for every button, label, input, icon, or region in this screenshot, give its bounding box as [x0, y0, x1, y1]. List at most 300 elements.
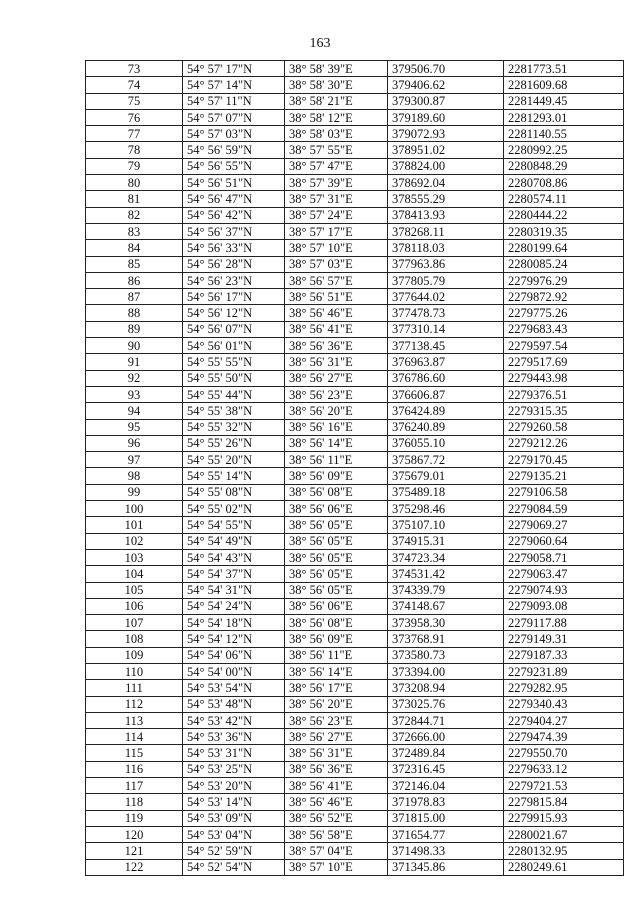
x-coordinate-cell: 372146.04 [388, 778, 504, 794]
latitude-cell: 54° 57' 17"N [183, 61, 285, 77]
y-coordinate-cell: 2279060.64 [504, 533, 624, 549]
y-coordinate-cell: 2280574.11 [504, 191, 624, 207]
y-coordinate-cell: 2280319.35 [504, 223, 624, 239]
x-coordinate-cell: 376786.60 [388, 370, 504, 386]
x-coordinate-cell: 377644.02 [388, 289, 504, 305]
y-coordinate-cell: 2279597.54 [504, 338, 624, 354]
longitude-cell: 38° 57' 31"E [285, 191, 388, 207]
table-row [86, 77, 624, 93]
latitude-cell: 54° 55' 20"N [183, 452, 285, 468]
latitude-cell: 54° 54' 24"N [183, 598, 285, 614]
x-coordinate-cell: 378951.02 [388, 142, 504, 158]
y-coordinate-cell: 2279633.12 [504, 761, 624, 777]
table-row [86, 631, 624, 647]
x-coordinate-cell: 378555.29 [388, 191, 504, 207]
x-coordinate-cell: 373580.73 [388, 647, 504, 663]
table-row [86, 468, 624, 484]
longitude-cell: 38° 56' 57"E [285, 272, 388, 288]
latitude-cell: 54° 54' 31"N [183, 582, 285, 598]
y-coordinate-cell: 2280021.67 [504, 826, 624, 842]
point-number-cell: 75 [86, 93, 183, 109]
latitude-cell: 54° 56' 12"N [183, 305, 285, 321]
table-row [86, 712, 624, 728]
longitude-cell: 38° 56' 31"E [285, 745, 388, 761]
x-coordinate-cell: 379072.93 [388, 126, 504, 142]
x-coordinate-cell: 372666.00 [388, 729, 504, 745]
x-coordinate-cell: 371498.33 [388, 843, 504, 859]
y-coordinate-cell: 2279376.51 [504, 386, 624, 402]
table-row [86, 501, 624, 517]
y-coordinate-cell: 2279106.58 [504, 484, 624, 500]
point-number-cell: 122 [86, 859, 183, 875]
latitude-cell: 54° 53' 25"N [183, 761, 285, 777]
point-number-cell: 109 [86, 647, 183, 663]
point-number-cell: 97 [86, 452, 183, 468]
y-coordinate-cell: 2280708.86 [504, 175, 624, 191]
y-coordinate-cell: 2280132.95 [504, 843, 624, 859]
longitude-cell: 38° 56' 27"E [285, 370, 388, 386]
table-row [86, 223, 624, 239]
longitude-cell: 38° 56' 52"E [285, 810, 388, 826]
point-number-cell: 98 [86, 468, 183, 484]
table-row [86, 240, 624, 256]
x-coordinate-cell: 374339.79 [388, 582, 504, 598]
x-coordinate-cell: 379189.60 [388, 109, 504, 125]
latitude-cell: 54° 55' 08"N [183, 484, 285, 500]
y-coordinate-cell: 2280085.24 [504, 256, 624, 272]
latitude-cell: 54° 56' 17"N [183, 289, 285, 305]
table-row [86, 566, 624, 582]
point-number-cell: 104 [86, 566, 183, 582]
table-row [86, 843, 624, 859]
latitude-cell: 54° 52' 59"N [183, 843, 285, 859]
y-coordinate-cell: 2279282.95 [504, 680, 624, 696]
x-coordinate-cell: 373208.94 [388, 680, 504, 696]
table-row [86, 745, 624, 761]
latitude-cell: 54° 56' 28"N [183, 256, 285, 272]
table-row [86, 403, 624, 419]
y-coordinate-cell: 2280992.25 [504, 142, 624, 158]
page-number: 163 [309, 36, 331, 51]
latitude-cell: 54° 54' 12"N [183, 631, 285, 647]
point-number-cell: 99 [86, 484, 183, 500]
x-coordinate-cell: 377138.45 [388, 338, 504, 354]
longitude-cell: 38° 57' 39"E [285, 175, 388, 191]
point-number-cell: 92 [86, 370, 183, 386]
point-number-cell: 91 [86, 354, 183, 370]
longitude-cell: 38° 56' 05"E [285, 517, 388, 533]
y-coordinate-cell: 2279260.58 [504, 419, 624, 435]
point-number-cell: 112 [86, 696, 183, 712]
longitude-cell: 38° 56' 14"E [285, 663, 388, 679]
point-number-cell: 86 [86, 272, 183, 288]
latitude-cell: 54° 54' 06"N [183, 647, 285, 663]
y-coordinate-cell: 2280199.64 [504, 240, 624, 256]
table-row [86, 305, 624, 321]
latitude-cell: 54° 53' 14"N [183, 794, 285, 810]
y-coordinate-cell: 2279340.43 [504, 696, 624, 712]
longitude-cell: 38° 56' 06"E [285, 501, 388, 517]
table-row [86, 109, 624, 125]
latitude-cell: 54° 55' 44"N [183, 386, 285, 402]
table-row [86, 419, 624, 435]
y-coordinate-cell: 2279976.29 [504, 272, 624, 288]
table-row [86, 582, 624, 598]
y-coordinate-cell: 2279135.21 [504, 468, 624, 484]
x-coordinate-cell: 377805.79 [388, 272, 504, 288]
latitude-cell: 54° 56' 42"N [183, 207, 285, 223]
latitude-cell: 54° 55' 02"N [183, 501, 285, 517]
longitude-cell: 38° 56' 06"E [285, 598, 388, 614]
table-row [86, 696, 624, 712]
y-coordinate-cell: 2281773.51 [504, 61, 624, 77]
longitude-cell: 38° 58' 30"E [285, 77, 388, 93]
latitude-cell: 54° 57' 14"N [183, 77, 285, 93]
point-number-cell: 89 [86, 321, 183, 337]
longitude-cell: 38° 56' 20"E [285, 403, 388, 419]
latitude-cell: 54° 56' 01"N [183, 338, 285, 354]
coordinates-table [85, 60, 624, 876]
point-number-cell: 83 [86, 223, 183, 239]
longitude-cell: 38° 56' 14"E [285, 435, 388, 451]
point-number-cell: 77 [86, 126, 183, 142]
latitude-cell: 54° 54' 18"N [183, 615, 285, 631]
table-row [86, 321, 624, 337]
point-number-cell: 121 [86, 843, 183, 859]
longitude-cell: 38° 56' 16"E [285, 419, 388, 435]
point-number-cell: 93 [86, 386, 183, 402]
point-number-cell: 100 [86, 501, 183, 517]
y-coordinate-cell: 2279149.31 [504, 631, 624, 647]
longitude-cell: 38° 58' 21"E [285, 93, 388, 109]
x-coordinate-cell: 378692.04 [388, 175, 504, 191]
latitude-cell: 54° 53' 48"N [183, 696, 285, 712]
latitude-cell: 54° 54' 43"N [183, 549, 285, 565]
longitude-cell: 38° 56' 27"E [285, 729, 388, 745]
x-coordinate-cell: 375489.18 [388, 484, 504, 500]
longitude-cell: 38° 57' 04"E [285, 843, 388, 859]
x-coordinate-cell: 374531.42 [388, 566, 504, 582]
longitude-cell: 38° 56' 08"E [285, 615, 388, 631]
coordinates-table-body [86, 61, 624, 876]
x-coordinate-cell: 376963.87 [388, 354, 504, 370]
table-row [86, 810, 624, 826]
point-number-cell: 106 [86, 598, 183, 614]
x-coordinate-cell: 373768.91 [388, 631, 504, 647]
x-coordinate-cell: 378413.93 [388, 207, 504, 223]
point-number-cell: 80 [86, 175, 183, 191]
y-coordinate-cell: 2279212.26 [504, 435, 624, 451]
x-coordinate-cell: 373394.00 [388, 663, 504, 679]
table-row [86, 778, 624, 794]
longitude-cell: 38° 57' 10"E [285, 859, 388, 875]
longitude-cell: 38° 56' 46"E [285, 794, 388, 810]
point-number-cell: 110 [86, 663, 183, 679]
x-coordinate-cell: 375867.72 [388, 452, 504, 468]
longitude-cell: 38° 56' 31"E [285, 354, 388, 370]
x-coordinate-cell: 372489.84 [388, 745, 504, 761]
latitude-cell: 54° 53' 54"N [183, 680, 285, 696]
x-coordinate-cell: 376240.89 [388, 419, 504, 435]
longitude-cell: 38° 57' 24"E [285, 207, 388, 223]
x-coordinate-cell: 379506.70 [388, 61, 504, 77]
longitude-cell: 38° 56' 51"E [285, 289, 388, 305]
y-coordinate-cell: 2279443.98 [504, 370, 624, 386]
y-coordinate-cell: 2281609.68 [504, 77, 624, 93]
table-row [86, 761, 624, 777]
table-row [86, 61, 624, 77]
point-number-cell: 87 [86, 289, 183, 305]
table-row [86, 191, 624, 207]
y-coordinate-cell: 2281449.45 [504, 93, 624, 109]
longitude-cell: 38° 56' 09"E [285, 468, 388, 484]
point-number-cell: 113 [86, 712, 183, 728]
latitude-cell: 54° 55' 32"N [183, 419, 285, 435]
latitude-cell: 54° 54' 37"N [183, 566, 285, 582]
latitude-cell: 54° 56' 23"N [183, 272, 285, 288]
x-coordinate-cell: 375107.10 [388, 517, 504, 533]
x-coordinate-cell: 376606.87 [388, 386, 504, 402]
longitude-cell: 38° 56' 05"E [285, 549, 388, 565]
y-coordinate-cell: 2281140.55 [504, 126, 624, 142]
table-row [86, 647, 624, 663]
table-row [86, 93, 624, 109]
longitude-cell: 38° 56' 58"E [285, 826, 388, 842]
latitude-cell: 54° 54' 49"N [183, 533, 285, 549]
x-coordinate-cell: 373025.76 [388, 696, 504, 712]
y-coordinate-cell: 2279093.08 [504, 598, 624, 614]
y-coordinate-cell: 2279117.88 [504, 615, 624, 631]
table-row [86, 484, 624, 500]
x-coordinate-cell: 378268.11 [388, 223, 504, 239]
x-coordinate-cell: 372844.71 [388, 712, 504, 728]
y-coordinate-cell: 2279084.59 [504, 501, 624, 517]
point-number-cell: 108 [86, 631, 183, 647]
table-row [86, 354, 624, 370]
point-number-cell: 96 [86, 435, 183, 451]
point-number-cell: 88 [86, 305, 183, 321]
point-number-cell: 78 [86, 142, 183, 158]
longitude-cell: 38° 57' 03"E [285, 256, 388, 272]
latitude-cell: 54° 53' 09"N [183, 810, 285, 826]
latitude-cell: 54° 56' 59"N [183, 142, 285, 158]
x-coordinate-cell: 377963.86 [388, 256, 504, 272]
table-row [86, 729, 624, 745]
latitude-cell: 54° 56' 07"N [183, 321, 285, 337]
point-number-cell: 119 [86, 810, 183, 826]
latitude-cell: 54° 57' 11"N [183, 93, 285, 109]
longitude-cell: 38° 57' 47"E [285, 158, 388, 174]
point-number-cell: 107 [86, 615, 183, 631]
point-number-cell: 101 [86, 517, 183, 533]
point-number-cell: 111 [86, 680, 183, 696]
latitude-cell: 54° 56' 55"N [183, 158, 285, 174]
x-coordinate-cell: 378824.00 [388, 158, 504, 174]
y-coordinate-cell: 2279872.92 [504, 289, 624, 305]
point-number-cell: 105 [86, 582, 183, 598]
table-row [86, 289, 624, 305]
latitude-cell: 54° 54' 00"N [183, 663, 285, 679]
table-row [86, 256, 624, 272]
latitude-cell: 54° 56' 47"N [183, 191, 285, 207]
table-row [86, 386, 624, 402]
x-coordinate-cell: 379300.87 [388, 93, 504, 109]
y-coordinate-cell: 2279474.39 [504, 729, 624, 745]
longitude-cell: 38° 56' 20"E [285, 696, 388, 712]
table-row [86, 794, 624, 810]
table-row [86, 517, 624, 533]
x-coordinate-cell: 376424.89 [388, 403, 504, 419]
point-number-cell: 94 [86, 403, 183, 419]
table-row [86, 142, 624, 158]
latitude-cell: 54° 56' 33"N [183, 240, 285, 256]
table-row [86, 598, 624, 614]
table-row [86, 338, 624, 354]
table-row [86, 370, 624, 386]
y-coordinate-cell: 2279315.35 [504, 403, 624, 419]
longitude-cell: 38° 57' 17"E [285, 223, 388, 239]
latitude-cell: 54° 53' 31"N [183, 745, 285, 761]
x-coordinate-cell: 374148.67 [388, 598, 504, 614]
table-row [86, 663, 624, 679]
table-row [86, 826, 624, 842]
longitude-cell: 38° 56' 36"E [285, 338, 388, 354]
table-row [86, 175, 624, 191]
longitude-cell: 38° 56' 08"E [285, 484, 388, 500]
longitude-cell: 38° 56' 23"E [285, 386, 388, 402]
longitude-cell: 38° 56' 05"E [285, 582, 388, 598]
x-coordinate-cell: 371345.86 [388, 859, 504, 875]
point-number-cell: 81 [86, 191, 183, 207]
latitude-cell: 54° 55' 14"N [183, 468, 285, 484]
y-coordinate-cell: 2280249.61 [504, 859, 624, 875]
x-coordinate-cell: 377478.73 [388, 305, 504, 321]
point-number-cell: 103 [86, 549, 183, 565]
x-coordinate-cell: 377310.14 [388, 321, 504, 337]
y-coordinate-cell: 2279517.69 [504, 354, 624, 370]
table-row [86, 272, 624, 288]
y-coordinate-cell: 2279231.89 [504, 663, 624, 679]
x-coordinate-cell: 378118.03 [388, 240, 504, 256]
y-coordinate-cell: 2279058.71 [504, 549, 624, 565]
longitude-cell: 38° 57' 55"E [285, 142, 388, 158]
y-coordinate-cell: 2279915.93 [504, 810, 624, 826]
y-coordinate-cell: 2279550.70 [504, 745, 624, 761]
point-number-cell: 90 [86, 338, 183, 354]
table-row [86, 533, 624, 549]
y-coordinate-cell: 2280444.22 [504, 207, 624, 223]
point-number-cell: 114 [86, 729, 183, 745]
longitude-cell: 38° 56' 46"E [285, 305, 388, 321]
y-coordinate-cell: 2279069.27 [504, 517, 624, 533]
point-number-cell: 73 [86, 61, 183, 77]
longitude-cell: 38° 58' 12"E [285, 109, 388, 125]
y-coordinate-cell: 2280848.29 [504, 158, 624, 174]
table-row [86, 207, 624, 223]
point-number-cell: 102 [86, 533, 183, 549]
longitude-cell: 38° 56' 36"E [285, 761, 388, 777]
longitude-cell: 38° 58' 03"E [285, 126, 388, 142]
x-coordinate-cell: 373958.30 [388, 615, 504, 631]
latitude-cell: 54° 57' 03"N [183, 126, 285, 142]
latitude-cell: 54° 57' 07"N [183, 109, 285, 125]
x-coordinate-cell: 375298.46 [388, 501, 504, 517]
latitude-cell: 54° 56' 37"N [183, 223, 285, 239]
y-coordinate-cell: 2279683.43 [504, 321, 624, 337]
latitude-cell: 54° 53' 20"N [183, 778, 285, 794]
longitude-cell: 38° 58' 39"E [285, 61, 388, 77]
x-coordinate-cell: 375679.01 [388, 468, 504, 484]
y-coordinate-cell: 2279404.27 [504, 712, 624, 728]
latitude-cell: 54° 56' 51"N [183, 175, 285, 191]
point-number-cell: 95 [86, 419, 183, 435]
longitude-cell: 38° 56' 09"E [285, 631, 388, 647]
point-number-cell: 74 [86, 77, 183, 93]
point-number-cell: 118 [86, 794, 183, 810]
point-number-cell: 79 [86, 158, 183, 174]
x-coordinate-cell: 374723.34 [388, 549, 504, 565]
latitude-cell: 54° 53' 36"N [183, 729, 285, 745]
x-coordinate-cell: 371815.00 [388, 810, 504, 826]
latitude-cell: 54° 53' 04"N [183, 826, 285, 842]
y-coordinate-cell: 2279721.53 [504, 778, 624, 794]
longitude-cell: 38° 56' 41"E [285, 321, 388, 337]
table-row [86, 549, 624, 565]
latitude-cell: 54° 53' 42"N [183, 712, 285, 728]
table-row [86, 680, 624, 696]
point-number-cell: 82 [86, 207, 183, 223]
x-coordinate-cell: 372316.45 [388, 761, 504, 777]
longitude-cell: 38° 56' 05"E [285, 533, 388, 549]
latitude-cell: 54° 52' 54"N [183, 859, 285, 875]
y-coordinate-cell: 2279815.84 [504, 794, 624, 810]
y-coordinate-cell: 2279074.93 [504, 582, 624, 598]
point-number-cell: 117 [86, 778, 183, 794]
table-row [86, 615, 624, 631]
latitude-cell: 54° 54' 55"N [183, 517, 285, 533]
table-row [86, 158, 624, 174]
longitude-cell: 38° 57' 10"E [285, 240, 388, 256]
x-coordinate-cell: 374915.31 [388, 533, 504, 549]
longitude-cell: 38° 56' 23"E [285, 712, 388, 728]
y-coordinate-cell: 2279063.47 [504, 566, 624, 582]
longitude-cell: 38° 56' 11"E [285, 647, 388, 663]
longitude-cell: 38° 56' 05"E [285, 566, 388, 582]
x-coordinate-cell: 371654.77 [388, 826, 504, 842]
x-coordinate-cell: 376055.10 [388, 435, 504, 451]
latitude-cell: 54° 55' 50"N [183, 370, 285, 386]
table-row [86, 126, 624, 142]
y-coordinate-cell: 2279170.45 [504, 452, 624, 468]
longitude-cell: 38° 56' 41"E [285, 778, 388, 794]
point-number-cell: 120 [86, 826, 183, 842]
longitude-cell: 38° 56' 11"E [285, 452, 388, 468]
table-row [86, 435, 624, 451]
point-number-cell: 116 [86, 761, 183, 777]
y-coordinate-cell: 2279775.26 [504, 305, 624, 321]
point-number-cell: 85 [86, 256, 183, 272]
latitude-cell: 54° 55' 26"N [183, 435, 285, 451]
y-coordinate-cell: 2281293.01 [504, 109, 624, 125]
latitude-cell: 54° 55' 38"N [183, 403, 285, 419]
point-number-cell: 84 [86, 240, 183, 256]
table-row [86, 452, 624, 468]
latitude-cell: 54° 55' 55"N [183, 354, 285, 370]
y-coordinate-cell: 2279187.33 [504, 647, 624, 663]
point-number-cell: 115 [86, 745, 183, 761]
x-coordinate-cell: 371978.83 [388, 794, 504, 810]
longitude-cell: 38° 56' 17"E [285, 680, 388, 696]
